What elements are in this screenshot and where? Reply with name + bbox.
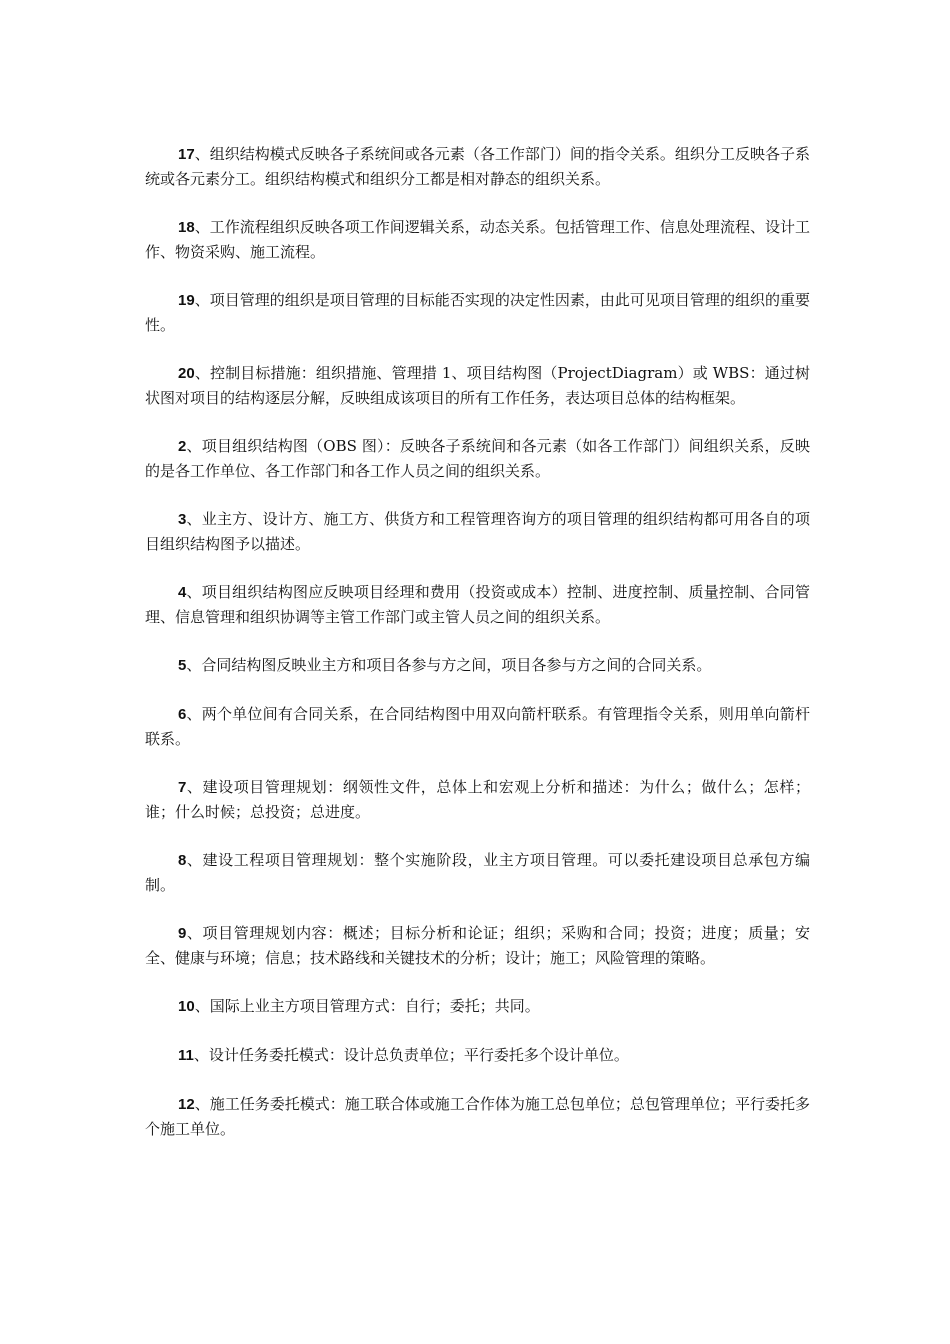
paragraph-number: 10: [178, 998, 195, 1015]
paragraph-text: 业主方、设计方、施工方、供货方和工程管理咨询方的项目管理的组织结构都可用各自的项目组织结构图予以描述。: [145, 510, 810, 553]
paragraph-text: 项目管理规划内容：概述；目标分析和论证；组织；采购和合同；投资；进度；质量；安全、健康与环境；信息；技术路线和关键技术的分析；设计；施工；风险管理的策略。: [145, 924, 810, 967]
paragraph-text: 国际上业主方项目管理方式：自行；委托；共同。: [209, 997, 540, 1015]
paragraph-separator: 、: [193, 1046, 209, 1064]
paragraph-text: 控制目标措施：组织措施、管理措 1、项目结构图（ProjectDiagram）或 WBS：通过树状图对项目的结构逐层分解，反映组成该项目的所有工作任务，表达项目总体的结构框架。: [145, 364, 810, 407]
paragraph-7: [145, 775, 810, 824]
paragraph-separator: 、: [186, 778, 203, 796]
paragraph-5: [145, 653, 810, 678]
paragraph-separator: 、: [186, 705, 202, 723]
paragraph-separator: 、: [194, 218, 210, 236]
paragraph-text: 合同结构图反映业主方和项目各参与方之间，项目各参与方之间的合同关系。: [201, 656, 712, 674]
paragraph-text: 项目组织结构图（OBS 图）：反映各子系统间和各元素（如各工作部门）间组织关系，反映的是各工作单位、各工作部门和各工作人员之间的组织关系。: [145, 437, 810, 480]
paragraph-number: 6: [178, 706, 187, 723]
paragraph-number: 17: [178, 146, 195, 163]
paragraph-text: 建设项目管理规划：纲领性文件，总体上和宏观上分析和描述：为什么；做什么；怎样；谁；什么时候；总投资；总进度。: [145, 778, 810, 821]
paragraph-separator: 、: [194, 1095, 210, 1113]
paragraph-text: 设计任务委托模式：设计总负责单位；平行委托多个设计单位。: [208, 1046, 629, 1064]
paragraph-17: [145, 142, 810, 191]
paragraph-2: [145, 434, 810, 483]
paragraph-number: 18: [178, 219, 195, 236]
paragraph-separator: 、: [186, 583, 202, 601]
document-body: [145, 142, 810, 1165]
paragraph-text: 项目管理的组织是项目管理的目标能否实现的决定性因素，由此可见项目管理的组织的重要性。: [145, 291, 810, 334]
paragraph-10: [145, 994, 810, 1019]
paragraph-number: 12: [178, 1096, 195, 1113]
paragraph-20: [145, 361, 810, 410]
paragraph-18: [145, 215, 810, 264]
paragraph-separator: 、: [186, 656, 202, 674]
paragraph-number: 4: [178, 584, 187, 601]
paragraph-separator: 、: [186, 851, 203, 869]
paragraph-number: 2: [178, 438, 187, 455]
paragraph-separator: 、: [194, 145, 210, 163]
paragraph-text: 施工任务委托模式：施工联合体或施工合作体为施工总包单位；总包管理单位；平行委托多个施工单位。: [145, 1095, 810, 1138]
paragraph-text: 工作流程组织反映各项工作间逻辑关系，动态关系。包括管理工作、信息处理流程、设计工作、物资采购、施工流程。: [145, 218, 810, 261]
paragraph-19: [145, 288, 810, 337]
paragraph-9: [145, 921, 810, 970]
paragraph-text: 两个单位间有合同关系，在合同结构图中用双向箭杆联系。有管理指令关系，则用单向箭杆联系。: [145, 705, 810, 748]
paragraph-12: [145, 1092, 810, 1141]
paragraph-separator: 、: [194, 364, 210, 382]
paragraph-number: 5: [178, 657, 187, 674]
paragraph-number: 7: [178, 779, 187, 796]
paragraph-number: 9: [178, 925, 187, 942]
paragraph-number: 11: [178, 1047, 194, 1064]
paragraph-number: 20: [178, 365, 195, 382]
paragraph-11: [145, 1043, 810, 1068]
paragraph-text: 建设工程项目管理规划：整个实施阶段，业主方项目管理。可以委托建设项目总承包方编制。: [145, 851, 810, 894]
paragraph-text: 项目组织结构图应反映项目经理和费用（投资或成本）控制、进度控制、质量控制、合同管理、信息管理和组织协调等主管工作部门或主管人员之间的组织关系。: [145, 583, 810, 626]
paragraph-3: [145, 507, 810, 556]
paragraph-text: 组织结构模式反映各子系统间或各元素（各工作部门）间的指令关系。组织分工反映各子系统或各元素分工。组织结构模式和组织分工都是相对静态的组织关系。: [145, 145, 810, 188]
paragraph-number: 3: [178, 511, 187, 528]
paragraph-separator: 、: [186, 924, 203, 942]
paragraph-number: 8: [178, 852, 187, 869]
paragraph-separator: 、: [194, 291, 210, 309]
paragraph-separator: 、: [194, 997, 210, 1015]
paragraph-separator: 、: [186, 510, 202, 528]
paragraph-number: 19: [178, 292, 195, 309]
paragraph-6: [145, 702, 810, 751]
paragraph-8: [145, 848, 810, 897]
paragraph-4: [145, 580, 810, 629]
paragraph-separator: 、: [186, 437, 202, 455]
